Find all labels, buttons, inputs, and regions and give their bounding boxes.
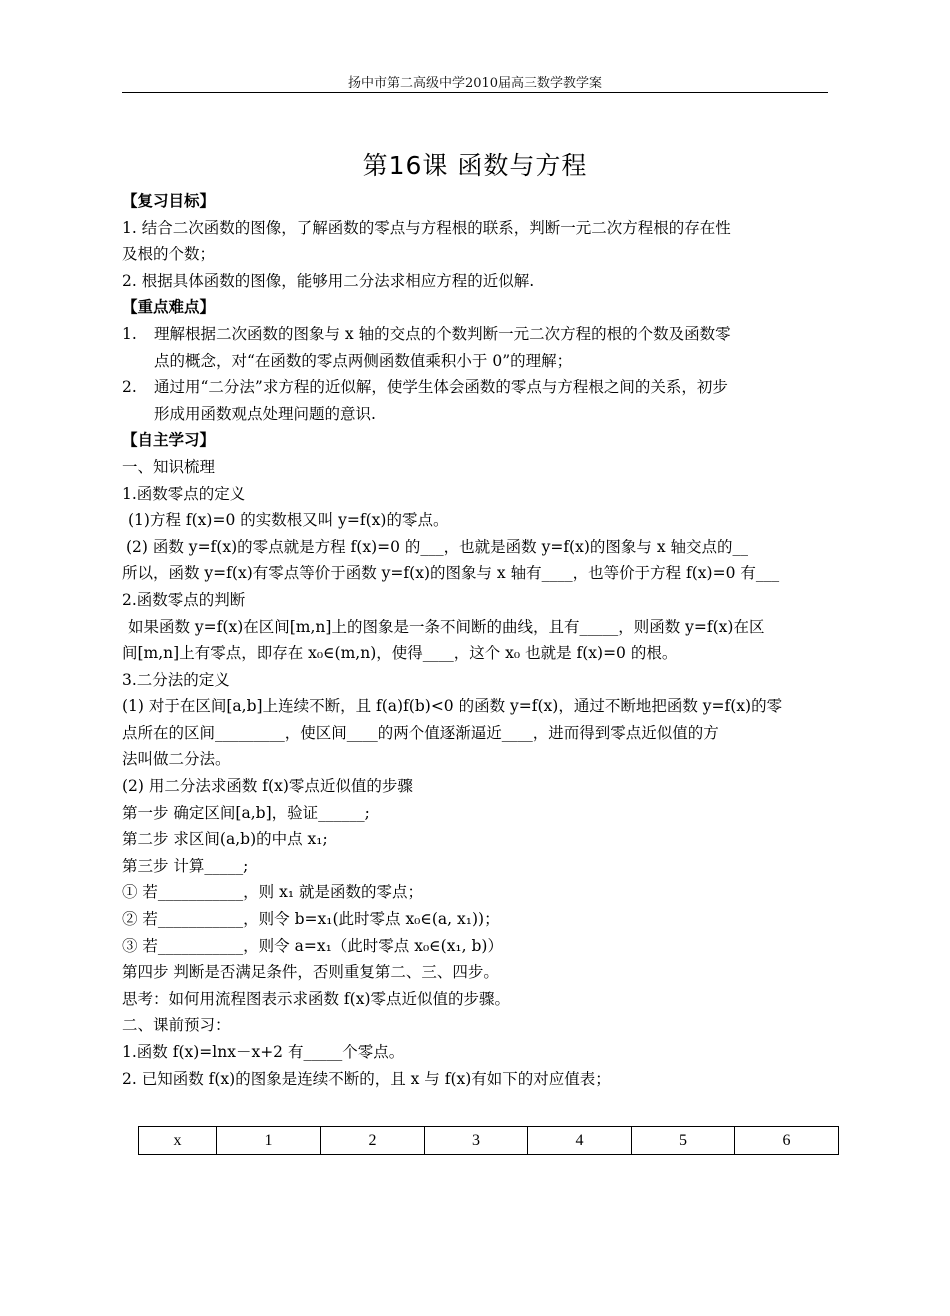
key-point-continuation: 点的概念，对“在函数的零点两侧函数值乘积小于 0”的理解； xyxy=(154,351,573,370)
subsection-title: 3.二分法的定义 xyxy=(122,670,230,689)
table-cell-header: x xyxy=(139,1127,217,1155)
document-body xyxy=(122,188,830,1092)
value-table-container xyxy=(138,1126,838,1155)
table-cell: 2 xyxy=(321,1127,425,1155)
paragraph-line: (1) 对于在区间[a,b]上连续不断，且 f(a)f(b)<0 的函数 y=f(x)，通过不断地把函数 y=f(x)的零 xyxy=(122,697,783,716)
case-line: ② 若___________，则令 b=x₁(此时零点 x₀∈(a, x₁))； xyxy=(122,910,500,929)
review-goals-heading: 【复习目标】 xyxy=(122,192,216,210)
case-line: ① 若___________，则 x₁ 就是函数的零点； xyxy=(122,883,423,902)
section-title: 二、课前预习： xyxy=(122,1016,231,1035)
lesson-title: 第16课 函数与方程 xyxy=(362,151,588,180)
paragraph-line: 点所在的区间_________，使区间____的两个值逐渐逼近____，进而得到零点近似值的方 xyxy=(122,723,719,742)
step-line: 第二步 求区间(a,b)的中点 x₁; xyxy=(122,830,328,849)
key-point-number: 2. xyxy=(122,378,137,397)
question-line: 1.函数 f(x)=lnx－x+2 有_____个零点。 xyxy=(122,1043,405,1061)
paragraph-line: (1)方程 f(x)=0 的实数根又叫 y=f(x)的零点。 xyxy=(128,511,449,530)
paragraph-line: 法叫做二分法。 xyxy=(122,750,231,769)
table-cell: 6 xyxy=(735,1127,839,1155)
step-line: 第一步 确定区间[a,b]，验证______; xyxy=(122,803,370,822)
header-rule xyxy=(122,92,828,93)
table-cell: 4 xyxy=(528,1127,632,1155)
key-point-item xyxy=(122,374,830,401)
case-line: ③ 若___________，则令 a=x₁（此时零点 x₀∈(x₁, b)） xyxy=(122,936,503,955)
paragraph-line: (2) 函数 y=f(x)的零点就是方程 f(x)=0 的___，也就是函数 y=f(x)的图象与 x 轴交点的__ xyxy=(126,537,748,556)
think-line: 思考：如何用流程图表示求函数 f(x)零点近似值的步骤。 xyxy=(122,989,511,1008)
page-header: 扬中市第二高级中学2010届高三数学教学案 xyxy=(347,76,603,91)
review-goal-line: 2. 根据具体函数的图像，能够用二分法求相应方程的近似解. xyxy=(122,271,535,290)
table-cell: 3 xyxy=(425,1127,528,1155)
paragraph-line: (2) 用二分法求函数 f(x)零点近似值的步骤 xyxy=(122,777,413,796)
key-point-continuation: 形成用函数观点处理问题的意识. xyxy=(154,404,376,423)
subsection-title: 2.函数零点的判断 xyxy=(122,590,246,609)
table-cell: 1 xyxy=(217,1127,321,1155)
section-title: 一、知识梳理 xyxy=(122,457,216,476)
step-line: 第四步 判断是否满足条件，否则重复第二、三、四步。 xyxy=(122,963,499,982)
paragraph-line: 如果函数 y=f(x)在区间[m,n]上的图象是一条不间断的曲线，且有_____，则函数 y=f(x)在区 xyxy=(128,617,765,636)
key-point-text: 通过用“二分法”求方程的近似解，使学生体会函数的零点与方程根之间的关系，初步 xyxy=(154,378,728,397)
table-row xyxy=(139,1127,839,1155)
paragraph-line: 间[m,n]上有零点，即存在 x₀∈(m,n)，使得____，这个 x₀ 也就是 f(x)=0 的根。 xyxy=(122,644,678,663)
value-table xyxy=(138,1126,839,1155)
table-cell: 5 xyxy=(632,1127,735,1155)
key-point-text: 理解根据二次函数的图象与 x 轴的交点的个数判断一元二次方程的根的个数及函数零 xyxy=(154,324,731,343)
key-point-number: 1. xyxy=(122,324,137,343)
review-goal-line: 及根的个数； xyxy=(122,245,216,264)
key-points-heading: 【重点难点】 xyxy=(122,298,216,317)
step-line: 第三步 计算_____; xyxy=(122,856,249,875)
review-goal-line: 1. 结合二次函数的图像，了解函数的零点与方程根的联系，判断一元二次方程根的存在性 xyxy=(122,218,731,237)
subsection-title: 1.函数零点的定义 xyxy=(122,484,246,503)
key-point-item xyxy=(122,321,830,348)
paragraph-line: 所以，函数 y=f(x)有零点等价于函数 y=f(x)的图象与 x 轴有____，也等价于方程 f(x)=0 有___ xyxy=(122,564,780,583)
self-study-heading: 【自主学习】 xyxy=(122,431,216,450)
question-line: 2. 已知函数 f(x)的图象是连续不断的，且 x 与 f(x)有如下的对应值表； xyxy=(122,1069,611,1088)
